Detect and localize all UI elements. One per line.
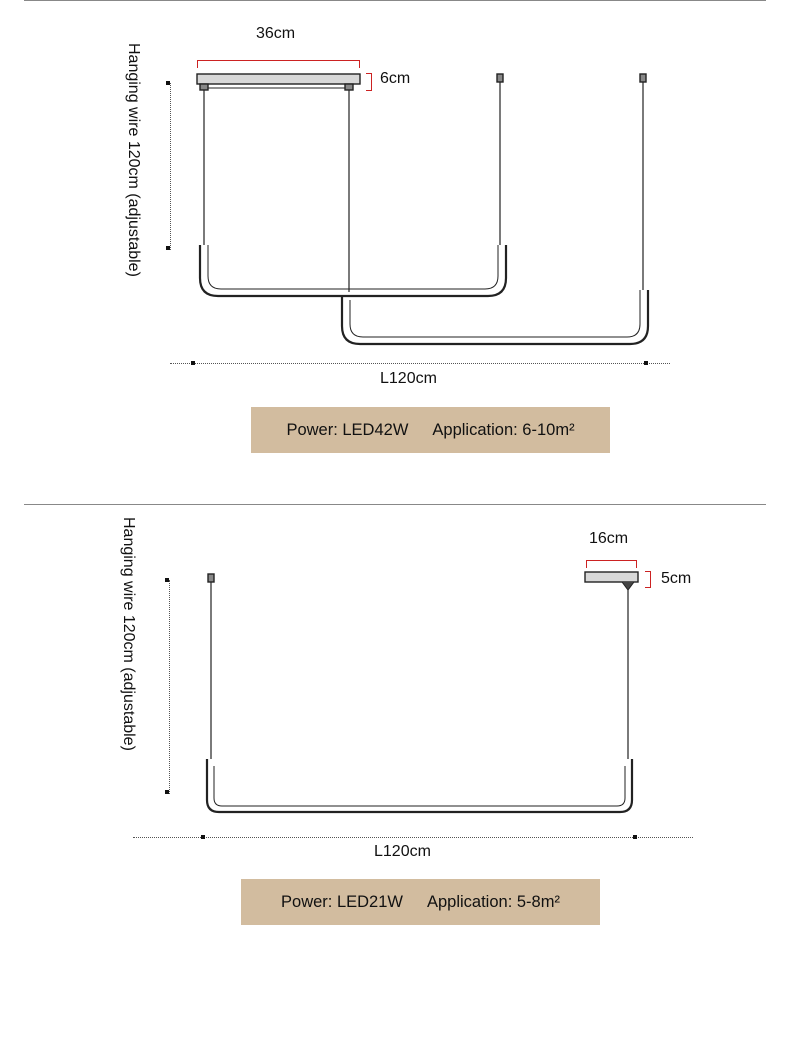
- bottom-length-dim-start: [201, 835, 205, 839]
- top-spec-box: [251, 407, 610, 453]
- bottom-width-label: 16cm: [589, 530, 629, 547]
- bottom-application-text: Application: 5-8m²: [426, 892, 560, 911]
- bottom-lamp-drawing: [0, 504, 790, 1062]
- top-section: [0, 0, 790, 500]
- bottom-height-label: 5cm: [661, 570, 692, 587]
- top-width-label: 36cm: [256, 25, 296, 42]
- top-length-dim-start: [191, 361, 195, 365]
- top-height-label: 6cm: [380, 70, 411, 87]
- top-length-dim-line: [170, 363, 670, 364]
- top-length-dim-end: [644, 361, 648, 365]
- top-wire-label: Hanging wire 120cm (adjustable): [125, 43, 142, 277]
- bottom-spec-box: [241, 879, 600, 925]
- bottom-length-dim-end: [633, 835, 637, 839]
- bottom-length-label: L120cm: [374, 843, 431, 860]
- bottom-length-dim-line: [133, 837, 693, 838]
- top-power-text: Power: LED42W: [286, 420, 409, 439]
- bottom-power-text: Power: LED21W: [281, 892, 403, 911]
- bottom-section: [0, 504, 790, 1062]
- top-length-label: L120cm: [380, 370, 437, 387]
- bottom-wire-label: Hanging wire 120cm (adjustable): [120, 517, 137, 751]
- top-application-text: Application: 6-10m²: [432, 420, 575, 439]
